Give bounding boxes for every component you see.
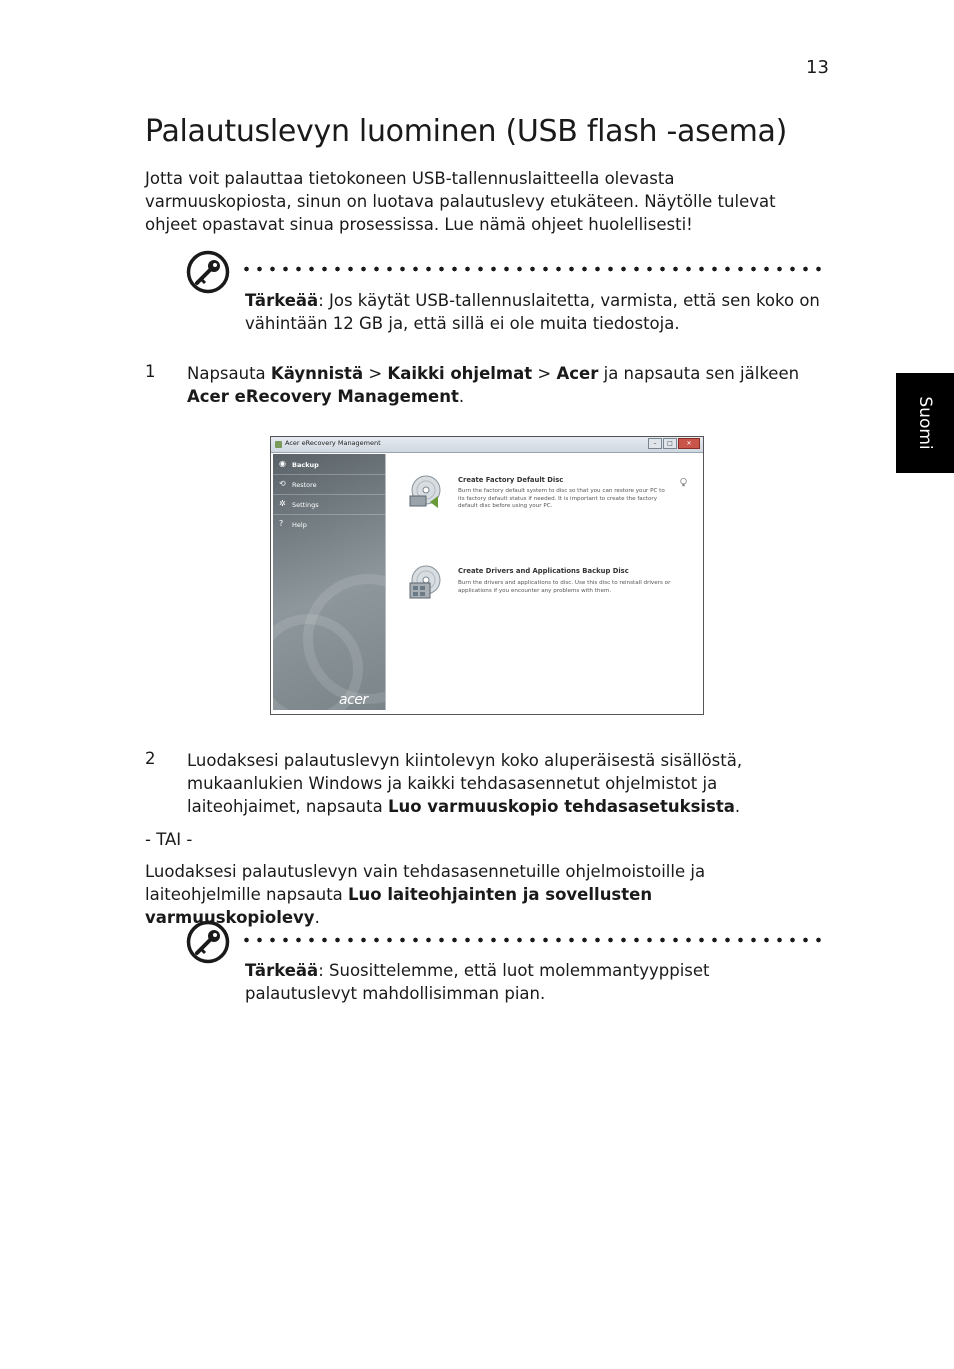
step-text: ja napsauta sen jälkeen <box>598 364 800 383</box>
window-controls <box>648 438 700 449</box>
sidebar-item-backup[interactable] <box>273 455 385 475</box>
restore-icon: ⟲ <box>279 479 286 488</box>
step-text: . <box>314 908 320 927</box>
erecovery-window-screenshot <box>270 436 704 715</box>
step-text: . <box>734 797 741 816</box>
maximize-icon[interactable]: □ <box>663 438 677 449</box>
close-icon[interactable]: ✕ <box>678 438 700 449</box>
step-text: Napsauta <box>187 364 271 383</box>
note-divider <box>240 266 826 272</box>
language-side-tab <box>896 373 954 473</box>
sidebar-item-label: Backup <box>292 461 319 469</box>
step-text: > <box>363 364 388 383</box>
menu-path-start: Käynnistä <box>270 364 364 383</box>
language-label: Suomi <box>915 396 935 450</box>
backup-icon: ◉ <box>279 459 286 468</box>
sidebar-item-label: Help <box>292 521 307 529</box>
key-icon <box>186 920 230 964</box>
drivers-backup-option-name: Luo laiteohjainten ja sovellusten varmuuskopiolevy <box>145 885 653 927</box>
note-label: Tärkeää <box>245 961 319 980</box>
sidebar-item-help[interactable] <box>273 515 385 534</box>
option-description: Burn the drivers and applications to disc. Use this disc to reinstall drivers or applications if you encounter any problems with them. <box>458 580 671 594</box>
sidebar-item-label: Settings <box>292 501 319 509</box>
note-divider <box>240 937 826 943</box>
step-text: . <box>458 387 465 406</box>
option-title[interactable]: Create Drivers and Applications Backup Disc <box>458 567 629 575</box>
app-icon <box>275 441 282 448</box>
menu-path-erecovery: Acer eRecovery Management <box>187 387 459 406</box>
window-content <box>385 454 702 710</box>
sidebar-item-label: Restore <box>292 481 317 489</box>
factory-backup-option-name: Luo varmuuskopio tehdasasetuksista <box>387 797 735 816</box>
step-number: 1 <box>145 362 156 381</box>
step-number: 2 <box>145 749 156 768</box>
help-icon: ? <box>279 519 284 528</box>
note-important-usb <box>245 289 825 335</box>
page-title: Palautuslevyn luominen (USB flash -asema) <box>145 114 787 149</box>
note-important-recommendation <box>245 959 825 1005</box>
menu-path-acer: Acer <box>556 364 599 383</box>
disc-icon[interactable] <box>406 474 444 510</box>
step-text: Luodaksesi palautuslevyn vain tehdasasennetuille ohjelmoistoille ja laiteohjelmille napsauta <box>145 862 706 904</box>
window-sidebar <box>273 454 385 710</box>
intro-paragraph: Jotta voit palauttaa tietokoneen USB-tallennuslaitteella olevasta varmuuskopiosta, sinun on luotava palautuslevy etukäteen. Näytölle tulevat ohjeet opastavat sinua prosessissa. Lue nämä ohjeet huolellisesti! <box>145 169 776 234</box>
option-title[interactable]: Create Factory Default Disc <box>458 476 564 484</box>
lightbulb-icon[interactable] <box>680 478 687 487</box>
option-description: Burn the factory default system to disc so that you can restore your PC to its factory default status if needed. It is important to create the factory default disc before using your PC. <box>458 488 665 509</box>
step-text: Luodaksesi palautuslevyn kiintolevyn koko aluperäisestä sisällöstä, mukaanlukien Windows ja kaikki tehdasasennetut ohjelmistot ja laiteohjaimet, napsauta <box>187 751 743 816</box>
gear-icon: ✲ <box>279 499 286 508</box>
step-1-text <box>187 362 832 408</box>
note-body: : Suosittelemme, että luot molemmantyyppiset palautuslevyt mahdollisimman pian. <box>245 961 710 1003</box>
note-body: : Jos käytät USB-tallennuslaitetta, varmista, että sen koko on vähintään 12 GB ja, että sillä ei ole muita tiedostoja. <box>245 291 820 333</box>
sidebar-item-settings[interactable] <box>273 495 385 515</box>
key-icon <box>186 250 230 294</box>
page-number: 13 <box>806 57 829 78</box>
or-separator: - TAI - <box>145 830 193 849</box>
menu-path-all-programs: Kaikki ohjelmat <box>387 364 533 383</box>
window-titlebar <box>271 437 703 453</box>
acer-logo: acer <box>339 692 368 708</box>
sidebar-item-restore[interactable] <box>273 475 385 495</box>
step-text: > <box>532 364 557 383</box>
disc-apps-icon[interactable] <box>406 564 444 600</box>
note-label: Tärkeää <box>245 291 319 310</box>
minimize-icon[interactable]: – <box>648 438 662 449</box>
window-title: Acer eRecovery Management <box>285 439 381 447</box>
alternative-paragraph <box>145 860 825 929</box>
step-2-text <box>187 749 827 818</box>
